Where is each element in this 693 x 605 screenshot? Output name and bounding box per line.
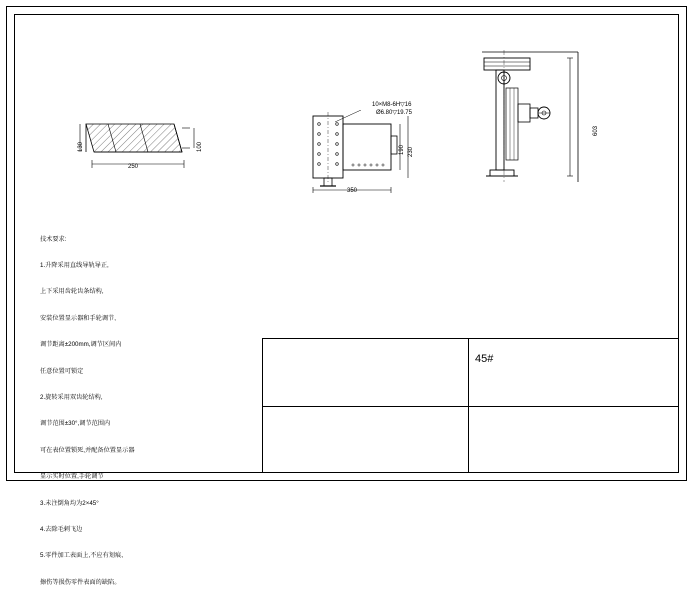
dim-left-right-height: 100 <box>197 141 203 152</box>
title-block-hline <box>263 406 678 407</box>
callout-hole: Ø6.80▽19.75 <box>376 110 412 116</box>
note-item: 安装位置显示器和手轮调节, <box>40 314 116 322</box>
note-item: 可在表位置锁死,并配备位置显示器 <box>40 446 135 454</box>
note-item: 任意位置可锁定 <box>40 367 84 375</box>
title-block-vline <box>468 339 469 472</box>
dim-middle-inner-height: 190 <box>399 144 405 155</box>
dim-left-height: 130 <box>78 141 84 152</box>
note-item: 2.旋转采用双齿轮结构, <box>40 393 103 401</box>
note-item: 4.去除毛刺飞边 <box>40 525 83 533</box>
view-right-elevation <box>470 48 600 188</box>
note-item: 调节距离±200mm,调节区间内 <box>40 341 122 349</box>
note-item: 擦伤等损伤零件表面的缺陷。 <box>40 578 121 586</box>
note-item: 3.未注倒角均为2×45° <box>40 499 99 507</box>
dim-left-width: 250 <box>128 164 139 170</box>
material-value: 45# <box>475 353 494 365</box>
note-item: 调节范围±30°,调节范围内 <box>40 420 111 428</box>
view-top-left <box>78 118 208 178</box>
notes-title: 技术要求: <box>40 235 67 243</box>
note-item: 1.升降采用直线导轨导正, <box>40 261 109 269</box>
technical-requirements-notes <box>40 218 200 605</box>
note-item: 显示实时位置,手轮调节 <box>40 473 104 481</box>
dim-middle-width: 350 <box>347 188 358 194</box>
title-block <box>262 338 679 473</box>
note-item: 上下采用齿轮齿条结构, <box>40 288 104 296</box>
dim-right-height: 603 <box>593 125 599 136</box>
dim-middle-outer-height: 230 <box>408 146 414 157</box>
note-item: 5.零件加工表面上,不应有划痕、 <box>40 552 128 560</box>
callout-thread: 10×M8-6H▽16 <box>372 102 412 108</box>
